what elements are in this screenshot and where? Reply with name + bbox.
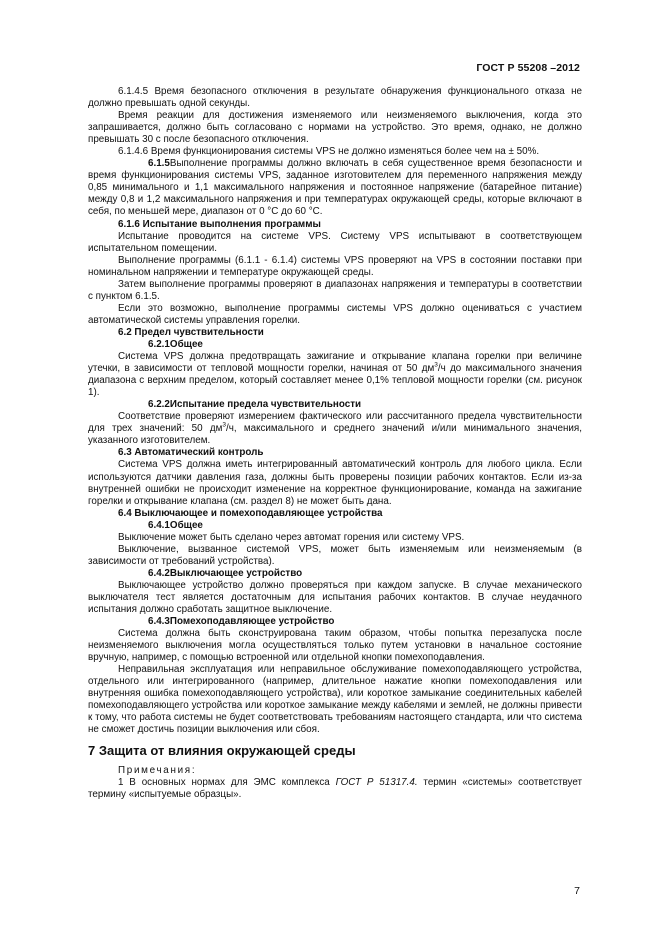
para-reaction-time: Время реакции для достижения изменяемого или неизменяемого выключения, когда это запрашивается, должно быть согласовано с нормами на устройство. Это время, однако, не должно превышать 30 с после безопасного отключения. (88, 110, 582, 146)
para-6-1-5 (88, 158, 582, 218)
superscript: 3 (222, 422, 226, 430)
heading-label: 6.2.2 (148, 399, 170, 411)
heading-6-4-3 (88, 616, 582, 628)
heading-text: Испытание предела чувствительности (169, 399, 362, 411)
heading-6-2-2 (88, 399, 582, 411)
text-run: 1 В основных нормах для ЭМС комплекса (118, 776, 336, 788)
document-body (88, 86, 582, 801)
text-run: /ч до максимального значения диапазона с верхним пределом, который составляет менее 0,1% тепловой мощности горелки (см. рисунок 1). (88, 363, 583, 399)
para-misuse: Неправильная эксплуатация или неправильное обслуживание помехоподавляющего устройства, отдельного или интегрированного (например, длительное нажатие кнопки помехоподавления или внутренняя ошибка помехоподавляющего устройства), или короткое замыкание соединительных кабелей помехоподавляющего устройства или короткое замыкание между кабелями и землей, не должны привести к тому, что работа системы не будет соответствовать требованиям настоящего стандарта, или что система не сможет достичь позиции выключения или сбоя. (88, 664, 582, 736)
heading-6-3: 6.3 Автоматический контроль (118, 447, 264, 459)
document-header: ГОСТ Р 55208 –2012 (476, 62, 580, 74)
superscript: 3 (434, 361, 438, 369)
note-1 (88, 777, 582, 801)
notes-label: Примечания: (118, 764, 197, 776)
para-leak-limit (88, 351, 582, 399)
para-shutdown-type: Выключение, вызванное системой VPS, может быть изменяемым или неизменяемым (в зависимости от требований устройства). (88, 543, 582, 567)
para-restart: Система должна быть сконструирована таким образом, чтобы попытка перезапуска после неизменяемого выключения могла осуществляться только путем установки в начальное состояние вручную, например, с помощью встроенной или отдельной кнопки помехоподавления. (88, 628, 582, 664)
para-program-check: Выполнение программы (6.1.1 - 6.1.4) системы VPS проверяют на VPS в состоянии поставки при номинальном напряжении и температуре окружающей среды. (88, 254, 582, 278)
section-7-title: 7 Защита от влияния окружающей среды (88, 742, 356, 758)
para-test-room: Испытание проводится на системе VPS. Систему VPS испытывают в соответствующем испытательном помещении. (88, 230, 582, 254)
para-switch-test: Выключающее устройство должно проверяться при каждом запуске. В случае механического выключателя тест является достаточным для испытания рабочих контактов. В случае неудачного испытания должно сработать защитное выключение. (88, 579, 582, 616)
para-label: 6.1.5 (148, 158, 170, 170)
para-ranges-check: Затем выполнение программы проверяют в диапазонах напряжения и температуры в соответствии с пунктом 6.1.5. (88, 278, 582, 302)
heading-text: Общее (169, 338, 203, 350)
heading-label: 6.4.2 (148, 567, 170, 579)
heading-6-2: 6.2 Предел чувствительности (118, 326, 264, 338)
para-auto-control: Система VPS должна иметь интегрированный автоматический контроль для любого цикла. Если используются датчики давления газа, должны быть проверены позиции рабочих контактов. Если из-за внутренней ошибки не происходит изменение на корректное функционирование, команда на зажигание горелки и открывание клапана (см. раздел 8) не может быть дана. (88, 459, 582, 507)
para-sensitivity-check (88, 411, 582, 447)
standard-reference: ГОСТ Р 51317.4. (335, 776, 418, 788)
heading-6-4-1 (88, 520, 582, 532)
heading-text: Выключающее устройство (169, 567, 303, 579)
para-6-1-4-6: 6.1.4.6 Время функционирования системы VPS не должно изменяться более чем на ± 50%. (118, 146, 540, 158)
text-run: /ч, максимального и среднего значений и/или минимального значения, указанного изготовителем. (88, 423, 582, 447)
text-run: термин «системы» соответствует термину «испытуемые образцы». (88, 776, 582, 800)
heading-label: 6.2.1 (148, 338, 170, 350)
para-6-1-4-5: 6.1.4.5 Время безопасного отключения в результате обнаружения функционального отказа не должно превышать одной секунды. (88, 86, 582, 110)
para-auto-control-eval: Если это возможно, выполнение программы системы VPS должно оцениваться с участием автоматической системы управления горелки. (88, 302, 582, 326)
heading-6-1-6: 6.1.6 Испытание выполнения программы (118, 218, 321, 230)
heading-text: Общее (169, 519, 203, 531)
heading-label: 6.4.1 (148, 519, 170, 531)
heading-6-4: 6.4 Выключающее и помехоподавляющее устройства (118, 507, 383, 519)
heading-label: 6.4.3 (148, 616, 170, 628)
text-run: Система VPS должна предотвращать зажигание и открывание клапана горелки при величине утечки, в зависимости от тепловой мощности горелки, начиная от 50 дм (88, 351, 582, 375)
page-number: 7 (574, 885, 580, 897)
heading-6-2-1 (88, 339, 582, 351)
text-run: Соответствие проверяют измерением фактического или рассчитанного предела чувствительности для трех значений: 50 дм (88, 411, 582, 435)
para-text: Выполнение программы должно включать в себя существенное время безопасности и время функционирования системы VPS, заданное изготовителем для переменного напряжения между 0,85 минимального и 1,1 максимального напряжения и постоянное напряжение (батарейное питание) между 0,8 и 1,2 максимального напряжения и при температурах окружающей среды, которые включают в себя, по меньшей мере, диапазон от 0 °С до 60 °С. (88, 158, 582, 218)
para-shutdown-via: Выключение может быть сделано через автомат горения или систему VPS. (118, 531, 465, 543)
heading-text: Помехоподавляющее устройство (169, 616, 335, 628)
heading-6-4-2 (88, 568, 582, 580)
